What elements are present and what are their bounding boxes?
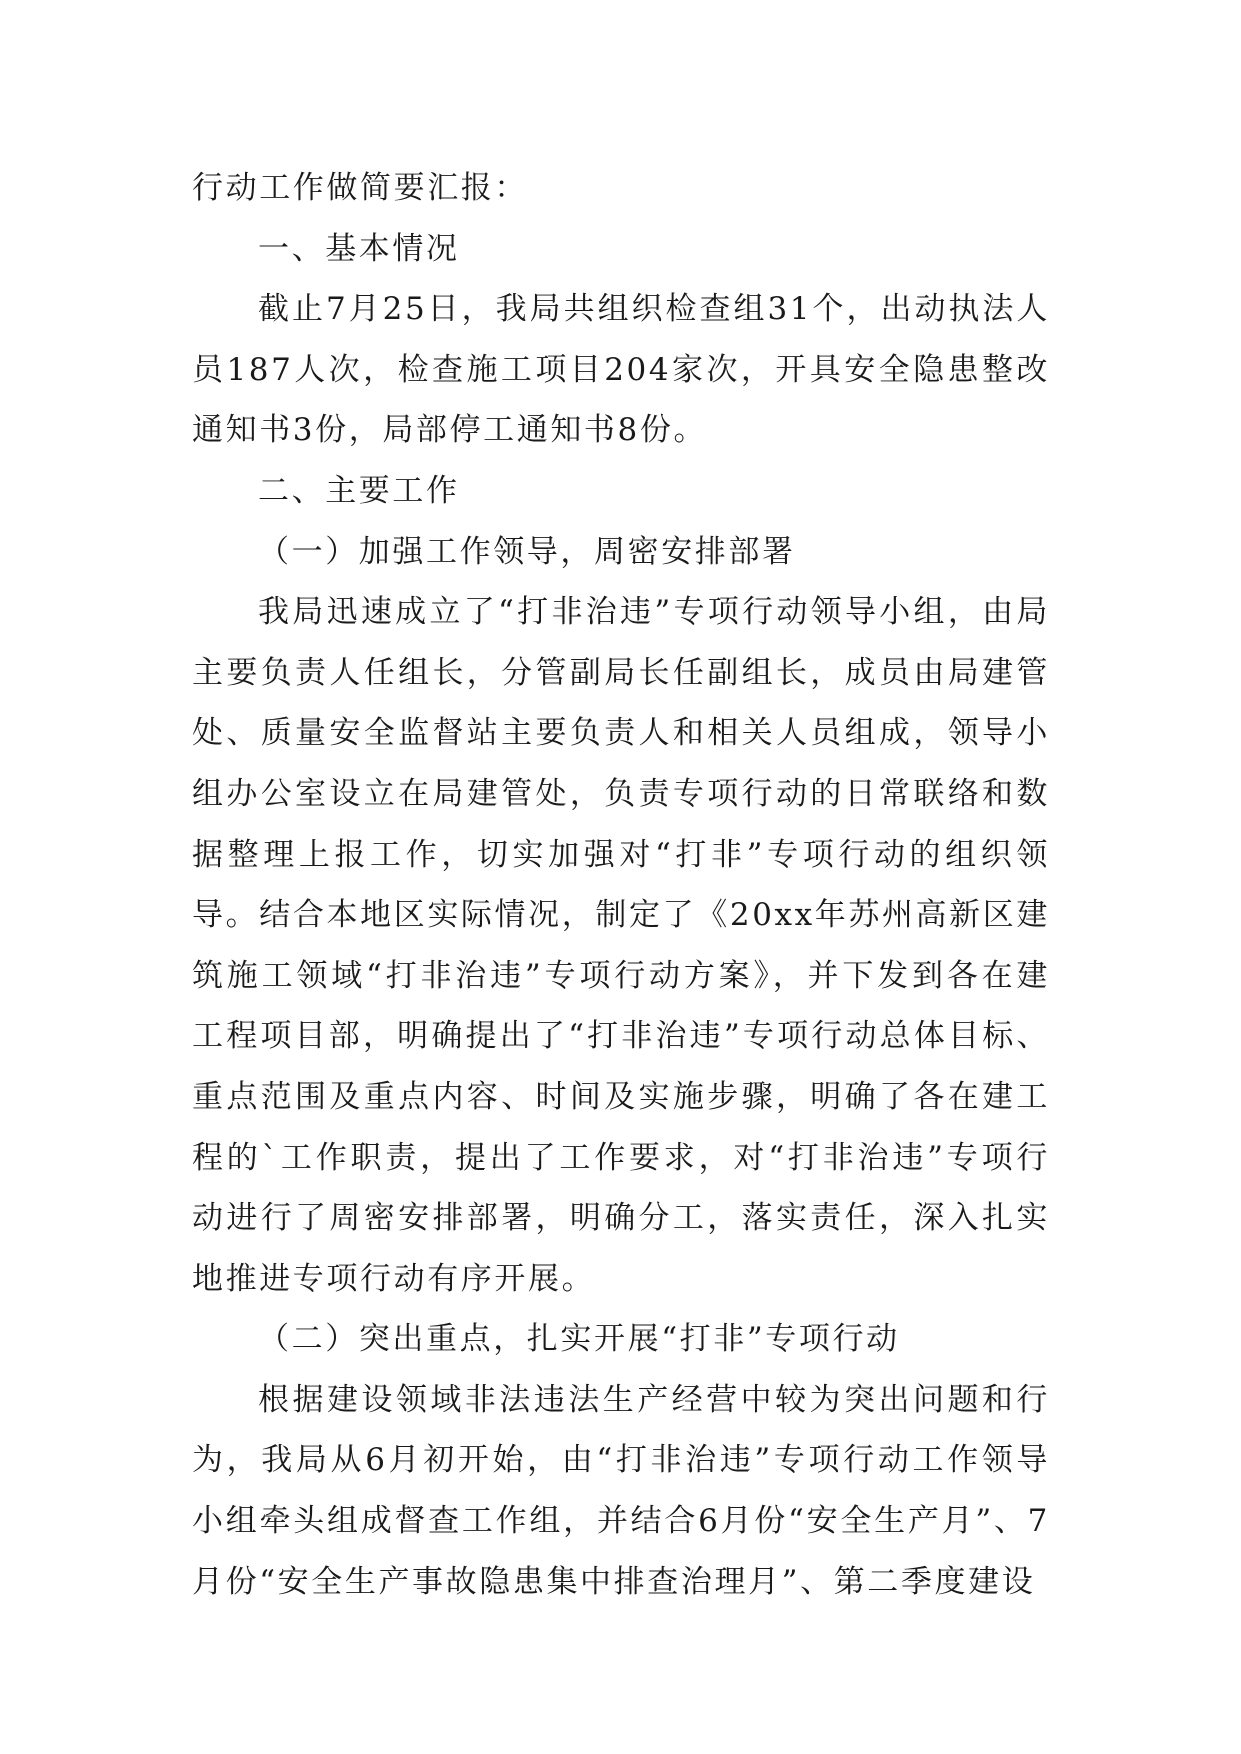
body-paragraph-statistics: 截止7月25日，我局共组织检查组31个，出动执法人员187人次，检查施工项目204家次，开具安全隐患整改通知书3份，局部停工通知书8份。 [192,291,1050,449]
section-heading-main-work: 二、主要工作 [258,472,460,509]
body-paragraph-focus: 根据建设领域非法违法生产经营中较为突出问题和行为，我局从6月初开始，由“打非治违”专项行动工作领导小组牵头组成督查工作组，并结合6月份“安全生产月”、7月份“安全生产事故隐患集中排查治理月”、第二季度建设 [192,1381,1050,1600]
section-heading-basic-situation: 一、基本情况 [258,230,460,267]
body-paragraph-leadership: 我局迅速成立了“打非治违”专项行动领导小组，由局主要负责人任组长，分管副局长任副组长，成员由局建管处、质量安全监督站主要负责人和相关人员组成，领导小组办公室设立在局建管处，负责专项行动的日常联络和数据整理上报工作，切实加强对“打非”专项行动的组织领导。结合本地区实际情况，制定了《20xx年苏州高新区建筑施工领域“打非治违”专项行动方案》，并下发到各在建工程项目部，明确提出了“打非治违”专项行动总体目标、重点范围及重点内容、时间及实施步骤，明确了各在建工程的`工作职责，提出了工作要求，对“打非治违”专项行动进行了周密安排部署，明确分工，落实责任，深入扎实地推进专项行动有序开展。 [192,594,1050,1297]
document-body [192,158,1050,1612]
subsection-heading-focus: （二）突出重点，扎实开展“打非”专项行动 [258,1321,900,1358]
subsection-heading-leadership: （一）加强工作领导，周密安排部署 [258,533,796,570]
continuation-paragraph: 行动工作做简要汇报： [192,170,528,206]
